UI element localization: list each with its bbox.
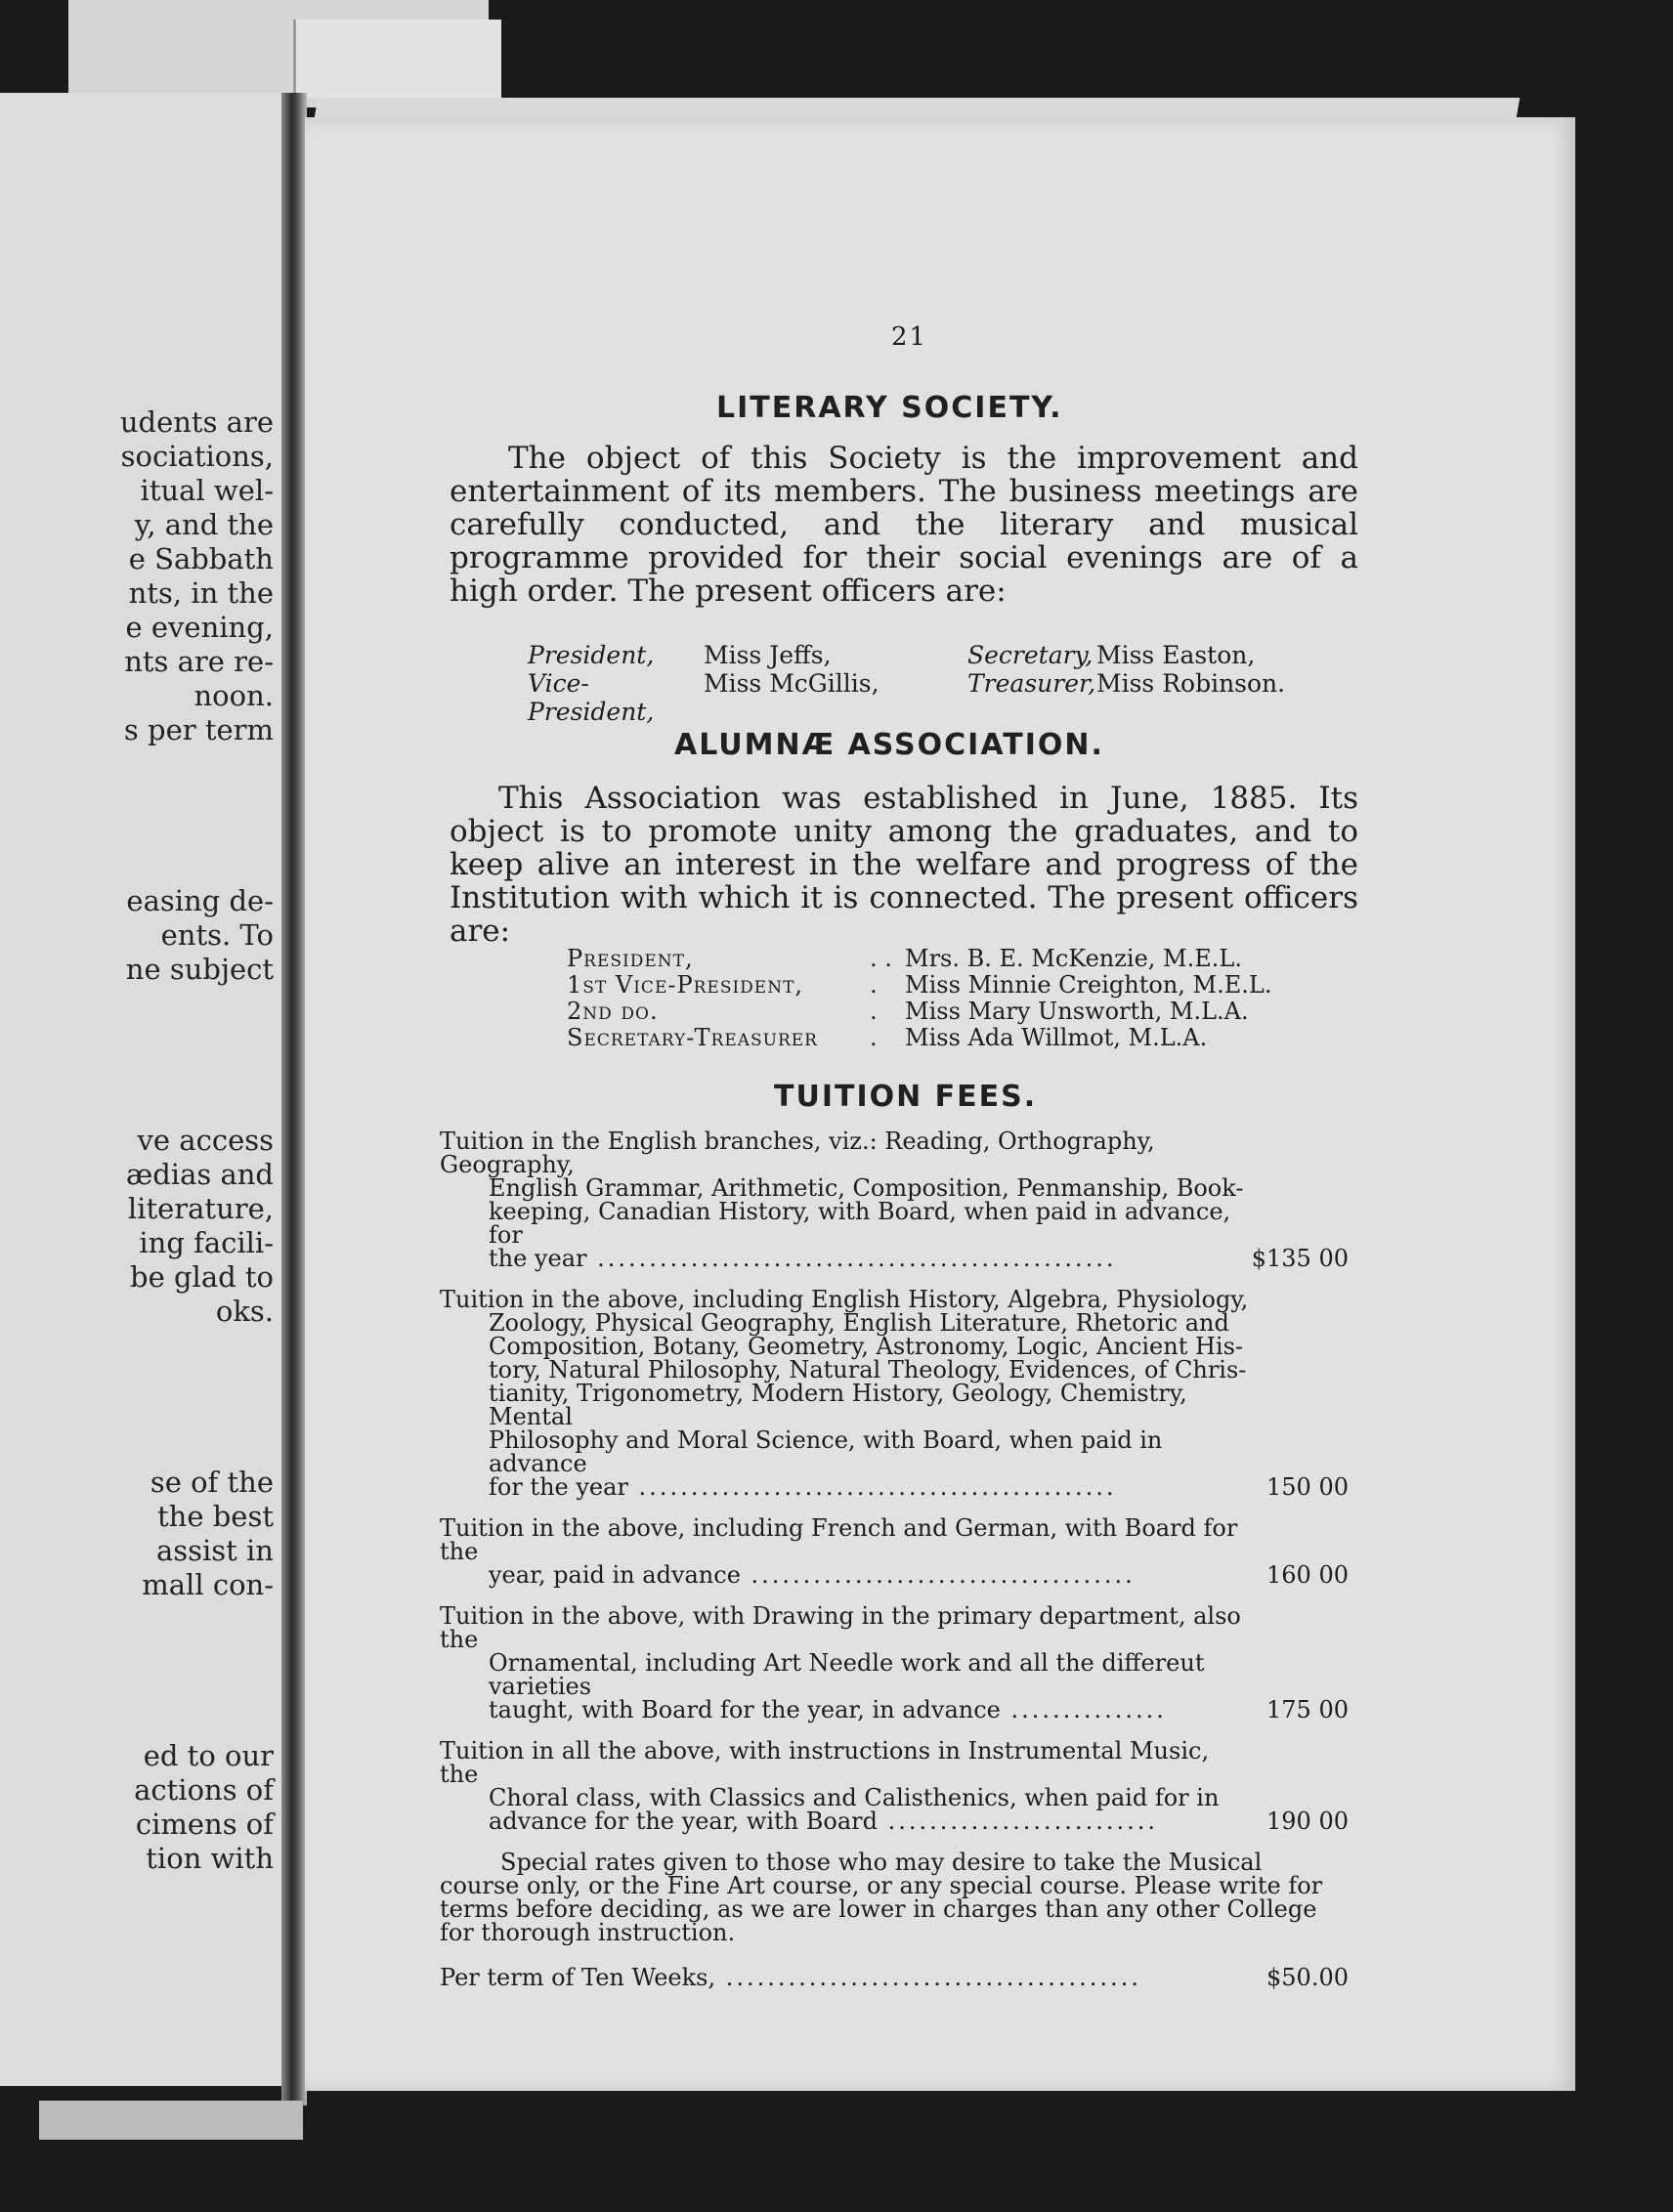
left-page-line: the best bbox=[157, 1500, 274, 1533]
officer-role: Secretary-Treasurer bbox=[567, 1024, 818, 1051]
officer-separator: . bbox=[870, 998, 878, 1025]
fee-description-line: Ornamental, including Art Needle work and all the differeut varieties bbox=[489, 1649, 1205, 1700]
fee-description-line-text: advance for the year, with Board bbox=[489, 1808, 878, 1835]
left-page-line: se of the bbox=[150, 1466, 274, 1499]
officer-separator: . bbox=[870, 971, 878, 999]
alumnae-association-paragraph bbox=[450, 782, 1358, 948]
left-page-line: noon. bbox=[193, 679, 274, 712]
officer-role: Treasurer, bbox=[967, 669, 1096, 698]
fee-description-line: Tuition in the above, including French and German, with Board for the bbox=[440, 1514, 1238, 1565]
left-page-line: sociations, bbox=[120, 440, 274, 473]
fee-description-line bbox=[440, 1698, 1251, 1722]
left-page-line: ed to our bbox=[143, 1739, 274, 1772]
left-page-line: udents are bbox=[119, 405, 274, 439]
fee-description-line bbox=[440, 1563, 1251, 1587]
alumnae-association-heading: ALUMNÆ ASSOCIATION. bbox=[674, 728, 1104, 762]
alumnae-paragraph-text: This Association was established in June, 1885. Its object is to promote unity among the graduates, and to keep alive an interest in the welfare and progress of the Institution with which it is connected. The present officers are: bbox=[450, 781, 1358, 949]
left-page-line: assist in bbox=[155, 1534, 274, 1567]
officer-name: Miss Ada Willmot, M.L.A. bbox=[905, 1024, 1208, 1051]
special-rates-note: Special rates given to those who may desire to take the Musical course only, or the Fine Art course, or any special course. Please write for terms before deciding, as we are lower in charges than any other College for thorough instruction. bbox=[440, 1849, 1323, 1946]
left-page-line: s per term bbox=[123, 713, 274, 746]
left-page bbox=[0, 93, 283, 2086]
left-page-line: ne subject bbox=[125, 953, 274, 986]
fee-description-line: Choral class, with Classics and Calisthenics, when paid for in bbox=[489, 1784, 1220, 1811]
book-spine bbox=[281, 93, 307, 2106]
officer-name: Mrs. B. E. McKenzie, M.E.L. bbox=[905, 945, 1242, 972]
fee-amount: $135 00 bbox=[1251, 1245, 1349, 1272]
left-page-line: easing de- bbox=[126, 884, 274, 917]
left-page-line: nts are re- bbox=[124, 645, 274, 678]
fee-entry bbox=[440, 1129, 1368, 1270]
fee-amount: 160 00 bbox=[1266, 1561, 1349, 1589]
left-page-line: tion with bbox=[146, 1842, 274, 1875]
fee-description-line-text: taught, with Board for the year, in advance bbox=[489, 1696, 1001, 1723]
officer-name: Miss Easton, bbox=[1096, 641, 1256, 669]
fee-description-line-text: year, paid in advance bbox=[489, 1561, 741, 1589]
fee-entry bbox=[440, 1739, 1368, 1833]
dot-leader: .............................................. bbox=[627, 1473, 1117, 1501]
left-page-line: e evening, bbox=[125, 611, 274, 644]
bottom-paper-strip bbox=[39, 2101, 303, 2140]
page-number: 21 bbox=[891, 322, 928, 352]
officer-role: President, bbox=[528, 641, 655, 669]
left-page-line: be glad to bbox=[130, 1260, 274, 1294]
officer-role: President, bbox=[567, 945, 694, 972]
fee-amount: 190 00 bbox=[1266, 1808, 1349, 1835]
left-page-line: actions of bbox=[134, 1773, 274, 1807]
officer-name: Miss McGillis, bbox=[704, 669, 879, 698]
left-page-line: ædias and bbox=[125, 1158, 274, 1191]
dot-leader: .................................................. bbox=[586, 1245, 1117, 1272]
left-page-line: e Sabbath bbox=[128, 542, 274, 575]
literary-society-paragraph bbox=[450, 442, 1358, 608]
officer-name: Miss Mary Unsworth, M.L.A. bbox=[905, 998, 1249, 1025]
officer-role: 1st Vice-President, bbox=[567, 971, 804, 999]
dot-leader: ........................................ bbox=[715, 1964, 1141, 1991]
fee-description-line-text: the year bbox=[489, 1245, 587, 1272]
left-page-line: oks. bbox=[215, 1295, 274, 1328]
officer-role: 2nd do. bbox=[567, 998, 659, 1025]
fee-description-line bbox=[440, 1475, 1251, 1499]
fee-description-line bbox=[440, 1809, 1251, 1833]
dot-leader: ..................................... bbox=[740, 1561, 1136, 1589]
literary-paragraph-text: The object of this Society is the improvement and entertainment of its members. The business meetings are carefully conducted, and the literary and musical programme provided for their social evenings are of a high order. The present officers are: bbox=[450, 441, 1358, 609]
officer-name: Miss Robinson. bbox=[1096, 669, 1286, 698]
dot-leader: .......................... bbox=[877, 1808, 1158, 1835]
left-page-line: y, and the bbox=[134, 508, 274, 541]
left-page-line: ing facili- bbox=[139, 1226, 274, 1259]
per-term-amount: $50.00 bbox=[1266, 1964, 1349, 1991]
fee-description-line: Zoology, Physical Geography, English Literature, Rhetoric and bbox=[489, 1309, 1229, 1337]
fee-description-line: keeping, Canadian History, with Board, when paid in advance, for bbox=[489, 1198, 1231, 1249]
top-paper-tab bbox=[293, 20, 501, 98]
dot-leader: ............... bbox=[1000, 1696, 1167, 1723]
fee-description-line: Composition, Botany, Geometry, Astronomy, Logic, Ancient His- bbox=[489, 1333, 1244, 1360]
fee-description-line: Tuition in the above, including English History, Algebra, Physiology, bbox=[440, 1286, 1249, 1313]
officer-role: Secretary, bbox=[967, 641, 1094, 669]
per-term-entry bbox=[440, 1966, 1368, 1989]
fee-description-line-text: for the year bbox=[489, 1473, 628, 1501]
left-page-line: nts, in the bbox=[128, 576, 274, 610]
fee-amount: 175 00 bbox=[1266, 1696, 1349, 1723]
left-page-line: ve access bbox=[137, 1124, 274, 1157]
officer-separator: . . bbox=[870, 945, 892, 972]
fee-amount: 150 00 bbox=[1266, 1473, 1349, 1501]
officer-separator: . bbox=[870, 1024, 878, 1051]
fee-description-line: tianity, Trigonometry, Modern History, Geology, Chemistry, Mental bbox=[489, 1380, 1187, 1430]
left-page-line: literature, bbox=[127, 1192, 274, 1225]
left-page-line: cimens of bbox=[135, 1808, 274, 1841]
left-page-line: itual wel- bbox=[140, 474, 274, 507]
officer-role: Vice-President, bbox=[528, 669, 655, 726]
literary-society-heading: LITERARY SOCIETY. bbox=[716, 391, 1063, 425]
fee-description-line: Tuition in the above, with Drawing in the primary department, also the bbox=[440, 1602, 1241, 1653]
alumnae-officers bbox=[567, 946, 1271, 1051]
left-page-text bbox=[0, 405, 283, 1876]
fee-description-line: tory, Natural Philosophy, Natural Theology, Evidences, of Chris- bbox=[489, 1356, 1247, 1383]
tuition-fees-heading: TUITION FEES. bbox=[774, 1080, 1038, 1114]
fee-entry bbox=[440, 1516, 1368, 1587]
left-page-line: mall con- bbox=[142, 1568, 274, 1601]
fee-description-line: Philosophy and Moral Science, with Board, when paid in advance bbox=[489, 1426, 1163, 1477]
fee-entry bbox=[440, 1604, 1368, 1722]
officer-name: Miss Minnie Creighton, M.E.L. bbox=[905, 971, 1272, 999]
left-page-line: ents. To bbox=[160, 918, 274, 952]
fee-description-line: English Grammar, Arithmetic, Composition, Penmanship, Book- bbox=[489, 1174, 1244, 1202]
literary-officers bbox=[528, 641, 1285, 726]
officer-name: Miss Jeffs, bbox=[704, 641, 832, 669]
fee-description-line: Tuition in the English branches, viz.: Reading, Orthography, Geography, bbox=[440, 1127, 1155, 1178]
tuition-fees-list bbox=[440, 1129, 1368, 1989]
fee-description-line: Tuition in all the above, with instructions in Instrumental Music, the bbox=[440, 1737, 1210, 1788]
fee-entry bbox=[440, 1288, 1368, 1499]
fee-description-line bbox=[440, 1247, 1251, 1270]
per-term-label: Per term of Ten Weeks, bbox=[440, 1964, 716, 1991]
